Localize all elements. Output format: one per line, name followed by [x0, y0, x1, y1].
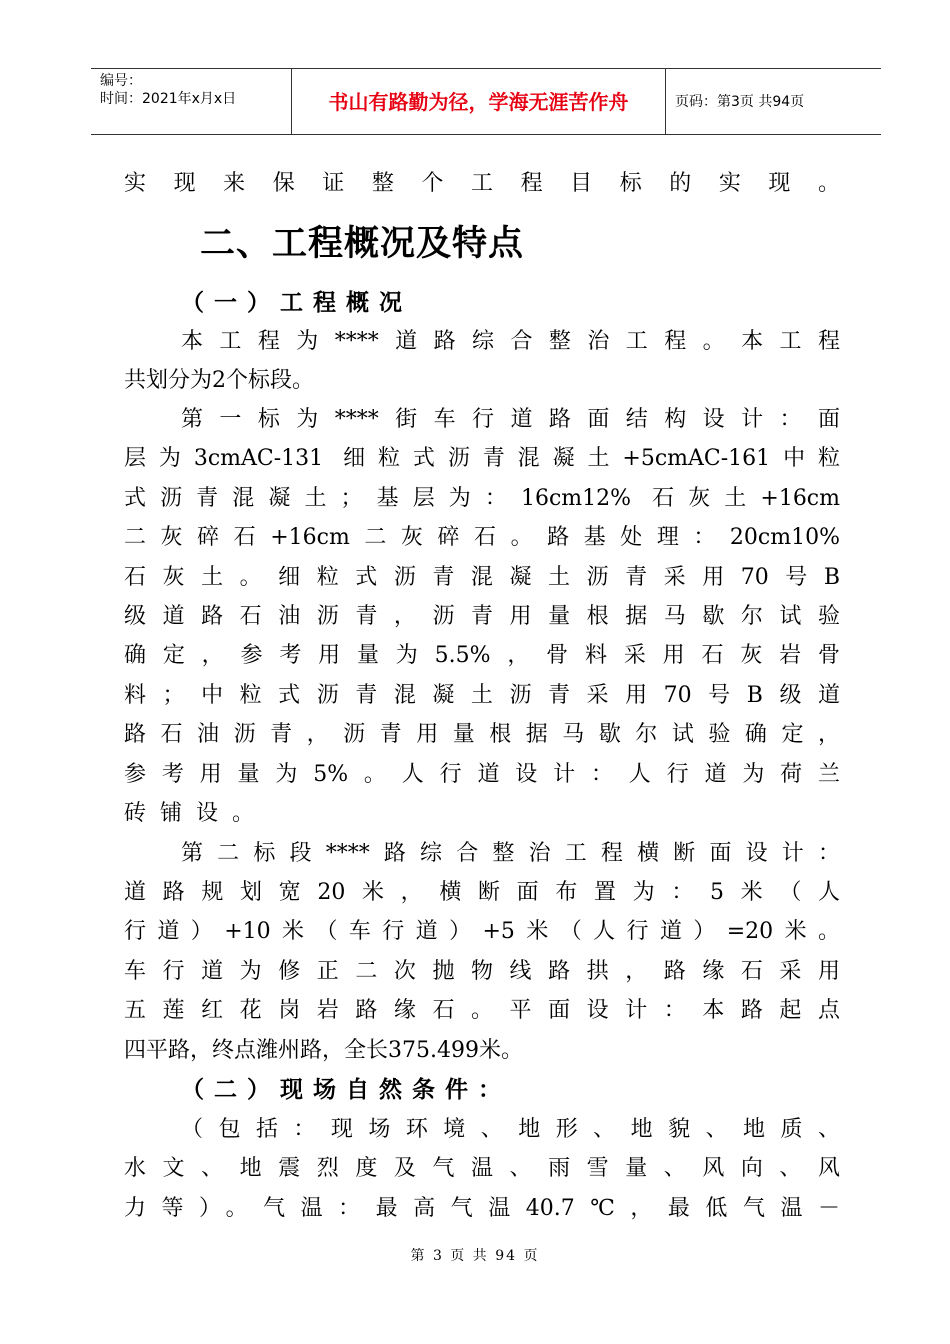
page-footer: 第 3 页 共 94 页 [410, 1248, 540, 1264]
subsection-title-overview: （一）工程概况 [181, 290, 412, 316]
paragraph-line: 石灰土。细粒式沥青混凝土沥青采用70号B [124, 565, 840, 590]
paragraph-line: 确定，参考用量为5.5%，骨料采用石灰岩骨 [124, 643, 840, 668]
subsection-title-conditions: （二）现场自然条件： [181, 1077, 511, 1103]
paragraph-line: 料；中粒式沥青混凝土沥青采用70号B级道 [124, 683, 840, 708]
paragraph-line: 车行道为修正二次抛物线路拱，路缘石采用 [124, 959, 840, 984]
paragraph-line: 参考用量为5%。人行道设计：人行道为荷兰 [124, 762, 840, 787]
paragraph-line: 本工程为****道路综合整治工程。本工程 [181, 329, 840, 354]
header-motto-cell [292, 69, 666, 134]
paragraph-line: 第一标为****街车行道路面结构设计：面 [181, 407, 840, 432]
header-page-cell [666, 69, 881, 134]
paragraph-line: 砖铺设。 [124, 801, 269, 826]
paragraph-line: 第二标段****路综合整治工程横断面设计： [181, 841, 840, 866]
header-code-label: 编号： [100, 73, 142, 89]
paragraph-line: 级道路石油沥青，沥青用量根据马歇尔试验 [124, 604, 840, 629]
paragraph-line: 道路规划宽20米，横断面布置为：5米（人 [124, 880, 840, 905]
paragraph-line: 二灰碎石+16cm二灰碎石。路基处理：20cm10% [124, 525, 840, 550]
header-motto: 书山有路勤为径，学海无涯苦作舟 [328, 90, 629, 114]
intro-tail-line: 实现来保证整个工程目标的实现。 [124, 171, 840, 196]
section-title: 二、工程概况及特点 [200, 224, 525, 264]
page-header [91, 68, 881, 135]
paragraph-line: （包括：现场环境、地形、地貌、地质、 [181, 1117, 840, 1142]
paragraph-line: 路石油沥青，沥青用量根据马歇尔试验确定， [124, 722, 840, 747]
paragraph-line: 力等）。气温：最高气温40.7℃，最低气温－ [124, 1196, 840, 1221]
header-time-label: 时间：2021年x月x日 [100, 91, 237, 107]
paragraph-line: 式沥青混凝土；基层为：16cm12% 石灰土+16cm [124, 486, 840, 511]
header-meta-cell [91, 69, 292, 134]
paragraph-line: 四平路，终点潍州路，全长375.499米。 [124, 1038, 523, 1063]
paragraph-line: 水文、地震烈度及气温、雨雪量、风向、风 [124, 1156, 840, 1181]
paragraph-line: 五莲红花岗岩路缘石。平面设计：本路起点 [124, 998, 840, 1023]
paragraph-line: 共划分为2个标段。 [124, 368, 314, 393]
paragraph-line: 层为3cmAC-131 细粒式沥青混凝土+5cmAC-161中粒 [124, 446, 840, 471]
paragraph-line: 行道）+10米（车行道）+5米（人行道）=20米。 [124, 919, 840, 944]
header-page-info: 页码：第3页 共94页 [675, 94, 805, 110]
